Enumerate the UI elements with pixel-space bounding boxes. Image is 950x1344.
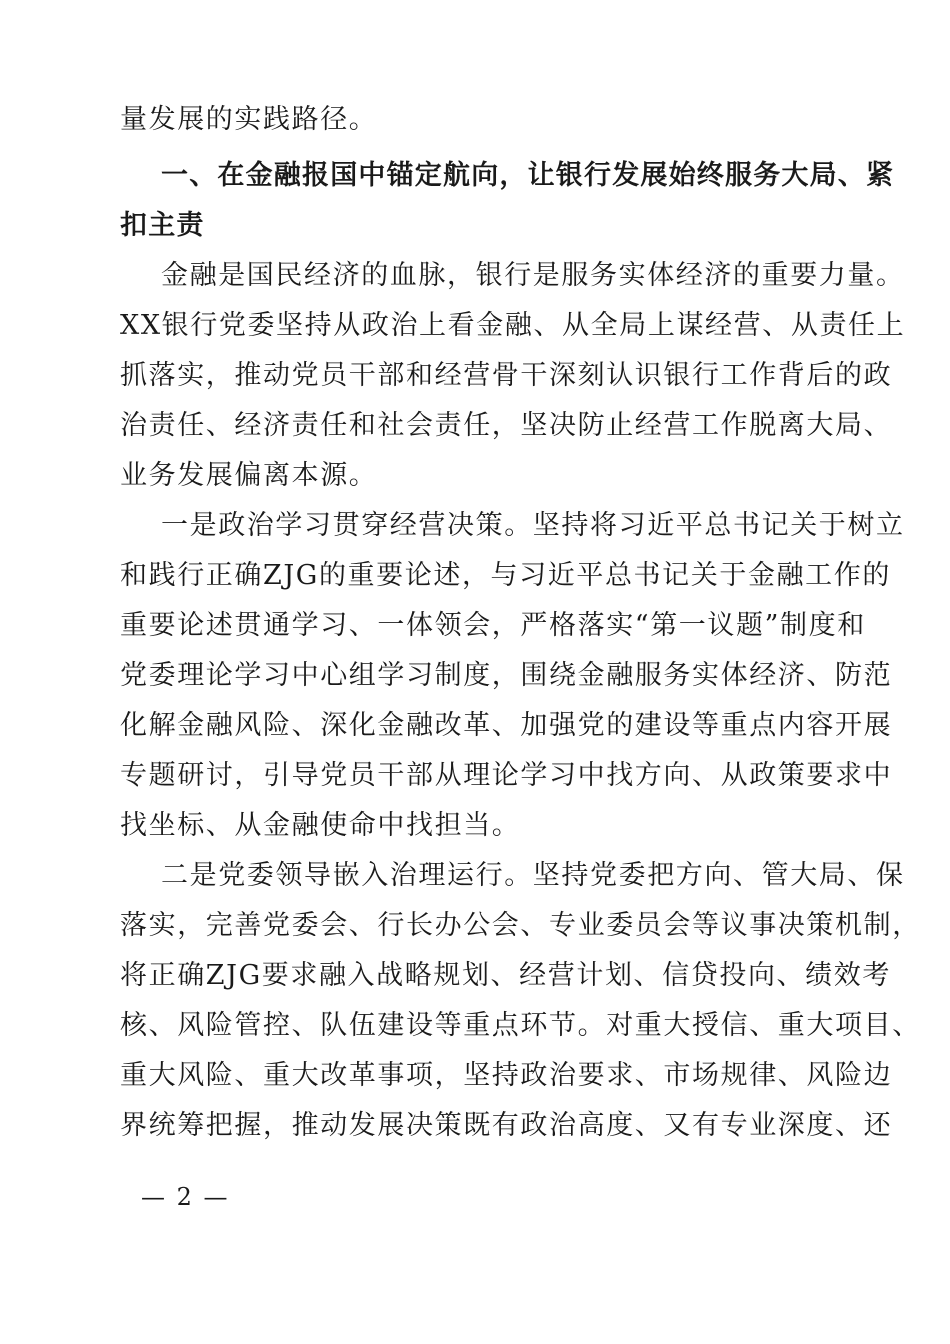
paragraph-line: 专题研讨，引导党员干部从理论学习中找方向、从政策要求中 — [120, 760, 893, 791]
paragraph-line: 将正确ZJG要求融入战略规划、经营计划、信贷投向、绩效考 — [120, 960, 891, 991]
paragraph-line: 党委理论学习中心组学习制度，围绕金融服务实体经济、防范 — [120, 660, 893, 691]
paragraph-line: 和践行正确ZJG的重要论述，与习近平总书记关于金融工作的 — [120, 560, 891, 591]
page-number: — 2 — — [141, 1183, 230, 1211]
paragraph-line: 核、风险管控、队伍建设等重点环节。对重大授信、重大项目、 — [120, 1010, 921, 1041]
paragraph-line: 业务发展偏离本源。 — [120, 460, 378, 491]
paragraph-line: 一是政治学习贯穿经营决策。坚持将习近平总书记关于树立 — [161, 510, 905, 541]
section-heading-line: 扣主责 — [120, 210, 205, 241]
paragraph-line: 化解金融风险、深化金融改革、加强党的建设等重点内容开展 — [120, 710, 893, 741]
paragraph-line: 界统筹把握，推动发展决策既有政治高度、又有专业深度、还 — [120, 1110, 893, 1141]
body-text-line: 量发展的实践路径。 — [120, 104, 378, 135]
paragraph-line: 重要论述贯通学习、一体领会，严格落实“第一议题”制度和 — [120, 610, 866, 641]
paragraph-line: 落实，完善党委会、行长办公会、专业委员会等议事决策机制， — [120, 910, 921, 941]
paragraph-line: 找坐标、从金融使命中找担当。 — [120, 810, 521, 841]
paragraph-line: 二是党委领导嵌入治理运行。坚持党委把方向、管大局、保 — [161, 860, 905, 891]
paragraph-line: XX银行党委坚持从政治上看金融、从全局上谋经营、从责任上 — [120, 310, 906, 341]
paragraph-line: 治责任、经济责任和社会责任，坚决防止经营工作脱离大局、 — [120, 410, 893, 441]
paragraph-line: 重大风险、重大改革事项，坚持政治要求、市场规律、风险边 — [120, 1060, 893, 1091]
paragraph-line: 金融是国民经济的血脉，银行是服务实体经济的重要力量。 — [161, 260, 905, 291]
section-heading-line: 一、在金融报国中锚定航向，让银行发展始终服务大局、紧 — [161, 160, 895, 191]
paragraph-line: 抓落实，推动党员干部和经营骨干深刻认识银行工作背后的政 — [120, 360, 893, 391]
